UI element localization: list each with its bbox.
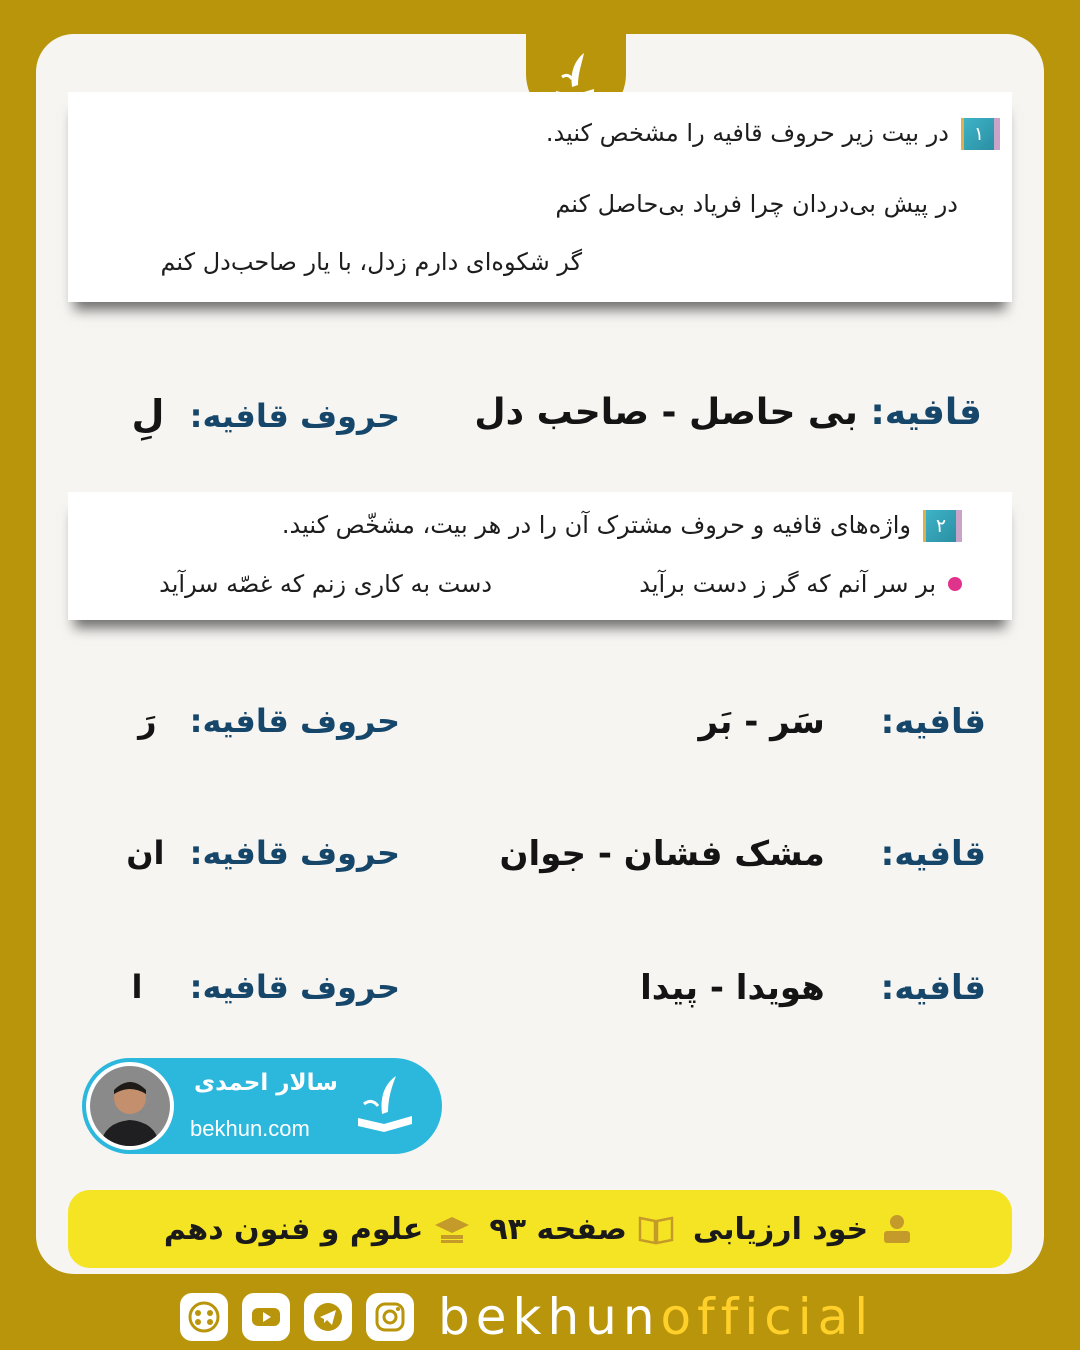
- rhyme-value: سَر - بَر: [698, 702, 825, 742]
- answer-row: [500, 834, 986, 874]
- letters-value: رَ: [138, 702, 157, 740]
- answer-row: [474, 392, 982, 433]
- student-icon: [878, 1213, 916, 1245]
- telegram-icon[interactable]: [304, 1293, 352, 1341]
- author-name: سالار احمدی: [194, 1070, 338, 1096]
- letters-value: ان: [126, 834, 165, 872]
- question-number: ۱: [961, 118, 1000, 150]
- page-number-label: صفحه ۹۳: [489, 1211, 627, 1247]
- bullet-icon: [948, 577, 962, 591]
- rhyme-value: بی حاصل - صاحب دل: [474, 392, 858, 433]
- letters-value: ا: [131, 968, 143, 1006]
- poem-line: بر سر آنم که گر ز دست برآید: [639, 570, 936, 598]
- poem-line: در پیش بی‌دردان چرا فریاد بی‌حاصل کنم: [555, 190, 958, 218]
- letters-value: لِ: [131, 392, 165, 436]
- letters-label: حروف قافیه:: [189, 968, 400, 1006]
- answer-row: [640, 968, 986, 1008]
- letters-label: حروف قافیه:: [189, 702, 400, 740]
- letters-label: حروف قافیه:: [189, 834, 400, 872]
- letters-label: حروف قافیه:: [189, 397, 400, 435]
- rhyme-label: قافیه:: [880, 968, 986, 1008]
- social-links: [180, 1290, 900, 1344]
- question-prompt: واژه‌های قافیه و حروف مشترک آن را در هر بیت، مشخّص کنید.: [281, 511, 911, 539]
- rhyme-label: قافیه:: [880, 834, 986, 874]
- letters-row: [126, 834, 400, 872]
- letters-row: [132, 968, 400, 1006]
- author-badge: [82, 1058, 442, 1154]
- aparat-icon[interactable]: [180, 1293, 228, 1341]
- letters-row: [138, 702, 400, 740]
- poem-line: دست به کاری زنم که غصّه سرآید: [159, 570, 492, 598]
- question-2-box: [68, 492, 1012, 620]
- letters-row: [132, 392, 400, 436]
- feather-book-icon: [350, 1072, 422, 1142]
- answer-row: [698, 702, 986, 742]
- rhyme-label: قافیه:: [880, 702, 986, 742]
- lesson-info-bar: [68, 1190, 1012, 1268]
- graduation-cap-icon: [433, 1213, 471, 1245]
- instagram-icon[interactable]: [366, 1293, 414, 1341]
- question-prompt: در بیت زیر حروف قافیه را مشخص کنید.: [545, 119, 949, 147]
- avatar: [86, 1062, 174, 1150]
- rhyme-value: مشک فشان - جوان: [499, 834, 825, 874]
- author-site[interactable]: bekhun.com: [190, 1116, 310, 1141]
- social-handle: bekhunofficial: [438, 1288, 875, 1346]
- rhyme-value: هویدا - پیدا: [640, 968, 825, 1008]
- question-1-box: [68, 92, 1012, 302]
- rhyme-label: قافیه:: [870, 392, 982, 433]
- youtube-icon[interactable]: [242, 1293, 290, 1341]
- question-number: ۲: [923, 510, 962, 542]
- self-assessment-label: خود ارزیابی: [692, 1211, 869, 1247]
- open-book-icon: [637, 1213, 675, 1245]
- poem-line: گر شکوه‌ای دارم زدل، با یار صاحب‌دل کنم: [160, 248, 582, 276]
- person-avatar-icon: [90, 1066, 170, 1146]
- course-label: علوم و فنون دهم: [163, 1211, 424, 1247]
